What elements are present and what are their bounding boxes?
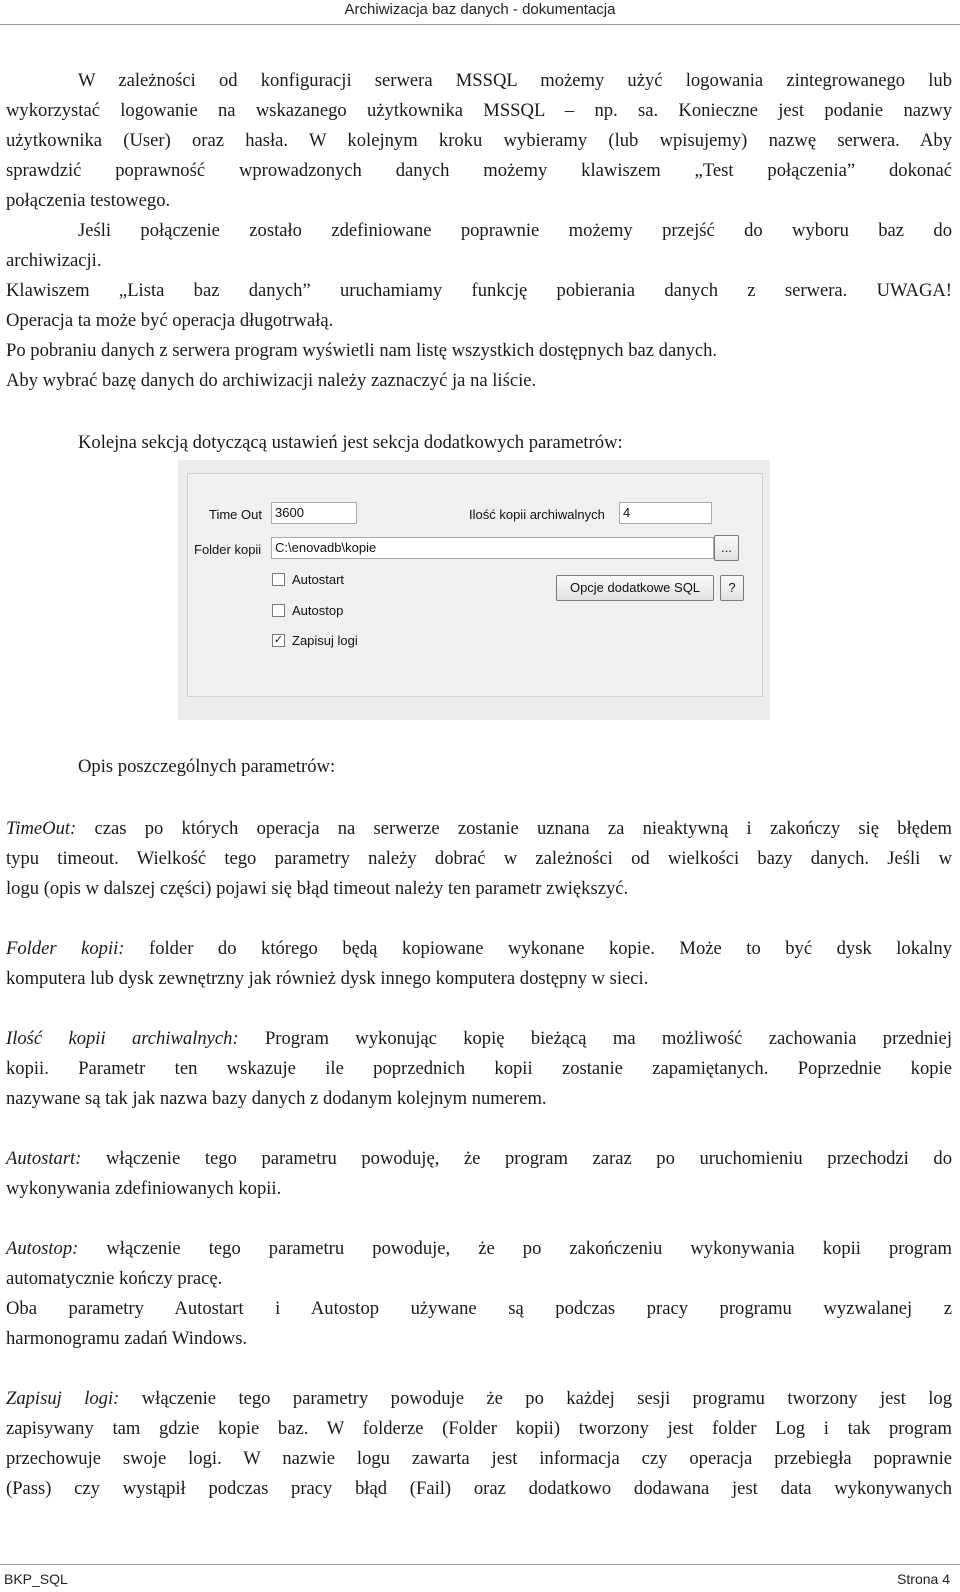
autostop-description-line: Oba parametry Autostart i Autostop używane są podczas pracy programu wyzwalanej z xyxy=(6,1298,952,1319)
save-logs-label: Zapisuj logi xyxy=(292,633,358,648)
browse-button[interactable]: ... xyxy=(714,535,739,561)
intro-line: sprawdzić poprawność wprowadzonych danych możemy klawiszem „Test połączenia” dokonać xyxy=(6,160,952,181)
document-title: Archiwizacja baz danych - dokumentacja xyxy=(344,1,616,18)
logs-description-line: przechowuje swoje logi. W nazwie logu zawarta jest informacja czy operacja przebiegła poprawnie xyxy=(6,1448,952,1469)
autostop-description-line: harmonogramu zadań Windows. xyxy=(6,1328,248,1349)
autostart-description-line: wykonywania zdefiniowanych kopii. xyxy=(6,1178,282,1199)
copies-label: Ilość kopii archiwalnych xyxy=(469,507,605,522)
intro-line: archiwizacji. xyxy=(6,250,102,271)
page-number: Strona 4 xyxy=(897,1571,950,1587)
autostop-description-line: Autostop: włączenie tego parametru powoduje, że po zakończeniu wykonywania kopii program xyxy=(6,1238,952,1259)
intro-line: Operacja ta może być operacja długotrwałą. xyxy=(6,310,334,331)
intro-line: Aby wybrać bazę danych do archiwizacji należy zaznaczyć ja na liście. xyxy=(6,370,537,391)
help-button[interactable]: ? xyxy=(720,575,744,601)
intro-line: Jeśli połączenie zostało zdefiniowane poprawnie możemy przejść do wyboru baz do xyxy=(78,220,952,241)
autostart-label: Autostart xyxy=(292,572,345,587)
timeout-description-line: typu timeout. Wielkość tego parametry należy dobrać w zależności od wielkości bazy danych. Jeśli w xyxy=(6,848,952,869)
intro-line: użytkownika (User) oraz hasła. W kolejnym kroku wybieramy (lub wpisujemy) nazwę serwera. Aby xyxy=(6,130,952,151)
sql-options-button[interactable]: Opcje dodatkowe SQL xyxy=(556,575,714,601)
autostop-term: Autostop: xyxy=(6,1238,79,1259)
copies-description-line: nazywane są tak jak nazwa bazy danych z dodanym kolejnym numerem. xyxy=(6,1088,547,1109)
page-header xyxy=(0,0,960,25)
autostart-checkbox[interactable] xyxy=(272,573,285,586)
checkmark-icon: ✓ xyxy=(273,634,284,646)
intro-line: Klawiszem „Lista baz danych” uruchamiamy funkcję pobierania danych z serwera. UWAGA! xyxy=(6,280,952,301)
autostart-description-line: Autostart: włączenie tego parametru powoduję, że program zaraz po uruchomieniu przechodzi do xyxy=(6,1148,952,1169)
settings-screenshot xyxy=(178,460,770,720)
autostop-label: Autostop xyxy=(292,603,344,618)
intro-line: W zależności od konfiguracji serwera MSSQL możemy użyć logowania zintegrowanego lub xyxy=(78,70,952,91)
autostop-checkbox[interactable] xyxy=(272,604,285,617)
logs-description-line: zapisywany tam gdzie kopie baz. W folderze (Folder kopii) tworzony jest folder Log i tak program xyxy=(6,1418,952,1439)
timeout-description-line: logu (opis w dalszej części) pojawi się błąd timeout należy ten parametr zwiększyć. xyxy=(6,878,629,899)
additional-parameters-panel xyxy=(187,473,763,697)
folder-input[interactable]: C:\enovadb\kopie xyxy=(271,537,714,559)
logs-description-line: (Pass) czy wystąpił podczas pracy błąd (Fail) oraz dodatkowo dodawana jest data wykonywanych xyxy=(6,1478,952,1499)
timeout-description-line: TimeOut: czas po których operacja na serwerze zostanie uznana za nieaktywną i zakończy się błędem xyxy=(6,818,952,839)
folder-description-line: komputera lub dysk zewnętrzny jak również dysk innego komputera dostępny w sieci. xyxy=(6,968,649,989)
intro-line: Po pobraniu danych z serwera program wyświetli nam listę wszystkich dostępnych baz danych. xyxy=(6,340,718,361)
timeout-label: Time Out xyxy=(209,507,262,522)
save-logs-checkbox[interactable] xyxy=(272,634,285,647)
copies-input[interactable]: 4 xyxy=(619,502,712,524)
intro-line: wykorzystać logowanie na wskazanego użytkownika MSSQL – np. sa. Konieczne jest podanie nazwy xyxy=(6,100,952,121)
folder-description-line: Folder kopii: folder do którego będą kopiowane wykonane kopie. Może to być dysk lokalny xyxy=(6,938,953,959)
section-intro: Kolejna sekcją dotyczącą ustawień jest sekcja dodatkowych parametrów: xyxy=(78,432,623,453)
page-footer xyxy=(0,1564,960,1587)
autostart-term: Autostart: xyxy=(6,1148,82,1169)
autostop-description-line: automatycznie kończy pracę. xyxy=(6,1268,223,1289)
copies-description-line: kopii. Parametr ten wskazuje ile poprzednich kopii zostanie zapamiętanych. Poprzednie kopie xyxy=(6,1058,952,1079)
folder-term: Folder kopii: xyxy=(6,938,125,959)
copies-description-line: Ilość kopii archiwalnych: Program wykonując kopię bieżącą ma możliwość zachowania przedniej xyxy=(6,1028,952,1049)
folder-label: Folder kopii xyxy=(194,542,262,557)
copies-term: Ilość kopii archiwalnych: xyxy=(6,1028,239,1049)
logs-description-line: Zapisuj logi: włączenie tego parametry powoduje że po każdej sesji programu tworzony jest log xyxy=(6,1388,952,1409)
logs-term: Zapisuj logi: xyxy=(6,1388,120,1409)
intro-line: połączenia testowego. xyxy=(6,190,171,211)
timeout-input[interactable]: 3600 xyxy=(271,502,357,524)
footer-doc-id: BKP_SQL xyxy=(4,1571,68,1587)
timeout-term: TimeOut: xyxy=(6,818,77,839)
description-heading: Opis poszczególnych parametrów: xyxy=(78,756,336,777)
